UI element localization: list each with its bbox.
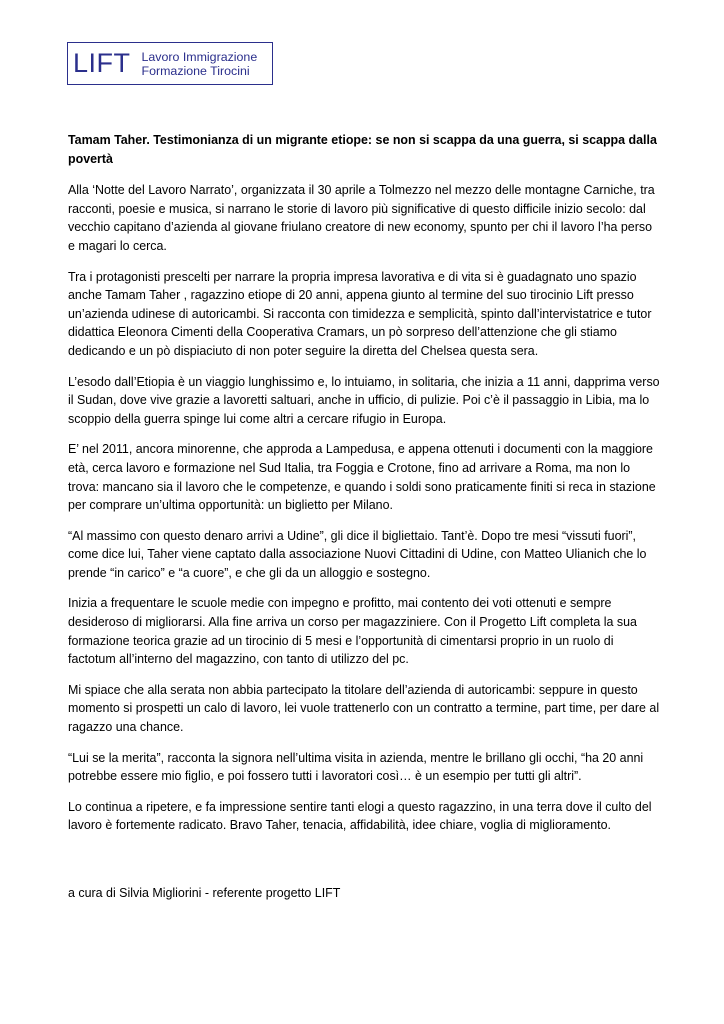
paragraph-3: L’esodo dall’Etiopia è un viaggio lunghissimo e, lo intuiamo, in solitaria, che inizia a 11 anni, dapprima verso il Sudan, dove vive grazie a lavoretti saltuari, anche in ufficio, di pulizie. Poi c’è il passaggio in Libia, ma lo scoppio della guerra spinge lui come altri a cercare rifugio in Europa. <box>68 374 660 426</box>
paragraph-6: Inizia a frequentare le scuole medie con impegno e profitto, mai contento dei voti ottenuti e sempre desideroso di migliorarsi. Alla fine arriva un corso per magazziniere. Con il Progetto Lift completa la sua formazione teorica grazie ad un tirocinio di 5 mesi e l’opportunità di cimentarsi proprio in un ruolo di factotum all’interno del magazzino, con tanto di utilizzo del pc. <box>68 596 637 667</box>
logo-line-2: Formazione Tirocini <box>141 63 250 78</box>
lift-logo <box>67 42 273 85</box>
logo-line-1: Lavoro Immigrazione <box>141 49 258 64</box>
paragraph-4: E’ nel 2011, ancora minorenne, che approda a Lampedusa, e appena ottenuti i documenti con la maggiore età, cerca lavoro e formazione nel Sud Italia, tra Foggia e Crotone, fino ad arrivare a Roma, ma non lo trova: mancano sia il lavoro che le competenze, e quando i soldi sono praticamente finiti si reca in stazione per comprare un’ultima opportunità: un biglietto per Milano. <box>68 442 656 513</box>
logo-mark: LIFT <box>73 48 131 78</box>
paragraph-2: Tra i protagonisti prescelti per narrare la propria impresa lavorativa e di vita si è guadagnato uno spazio anche Tamam Taher , ragazzino etiope di 20 anni, appena giunto al termine del suo tirocinio Lift presso un’azienda udinese di autoricambi. Si racconta con timidezza e semplicità, spinto dall’intervistatrice e tutor didattica Eleonora Cimenti della Cooperativa Cramars, un pò sorpreso dell’attenzione che gli stiamo dedicando e un pò dispiaciuto di non poter seguire la diretta del Chelsea questa sera. <box>68 269 652 358</box>
paragraph-8: “Lui se la merita”, racconta la signora nell’ultima visita in azienda, mentre le brillano gli occhi, “ha 20 anni potrebbe essere mio figlio, e poi fossero tutti i lavoratori così… è un esempio per tutti gli altri”. <box>68 750 644 784</box>
signature: a cura di Silvia Migliorini - referente progetto LIFT <box>68 886 341 900</box>
paragraph-5: “Al massimo con questo denaro arrivi a Udine”, gli dice il bigliettaio. Tant’è. Dopo tre mesi “vissuti fuori”, come dice lui, Taher viene captato dalla associazione Nuovi Cittadini di Udine, con Matteo Ulianich che lo prende “in carico” e “a cuore”, e che gli da un alloggio e sostegno. <box>68 528 647 580</box>
article-title: Tamam Taher. Testimonianza di un migrante etiope: se non si scappa da una guerra, si scappa dalla povertà <box>68 133 657 166</box>
paragraph-9: Lo continua a ripetere, e fa impressione sentire tanti elogi a questo ragazzino, in una terra dove il culto del lavoro è fortemente radicato. Bravo Taher, tenacia, affidabilità, idee chiare, voglia di miglioramento. <box>68 799 652 833</box>
article-body <box>68 131 662 847</box>
logo-text <box>142 50 258 78</box>
paragraph-1: Alla ‘Notte del Lavoro Narrato’, organizzata il 30 aprile a Tolmezzo nel mezzo delle montagne Carniche, tra racconti, poesie e musica, si narrano le storie di lavoro più significative di questo difficile inizio secolo: dal vecchio capitano d’azienda al giovane friulano creatore di new economy, spunto per chi il lavoro l’ha perso e magari lo cerca. <box>68 183 655 253</box>
paragraph-7: Mi spiace che alla serata non abbia partecipato la titolare dell’azienda di autoricambi: seppure in questo momento si prospetti un calo di lavoro, lei vuole trattenerlo con un contratto a termine, part time, per dare al ragazzo una chance. <box>68 682 660 735</box>
